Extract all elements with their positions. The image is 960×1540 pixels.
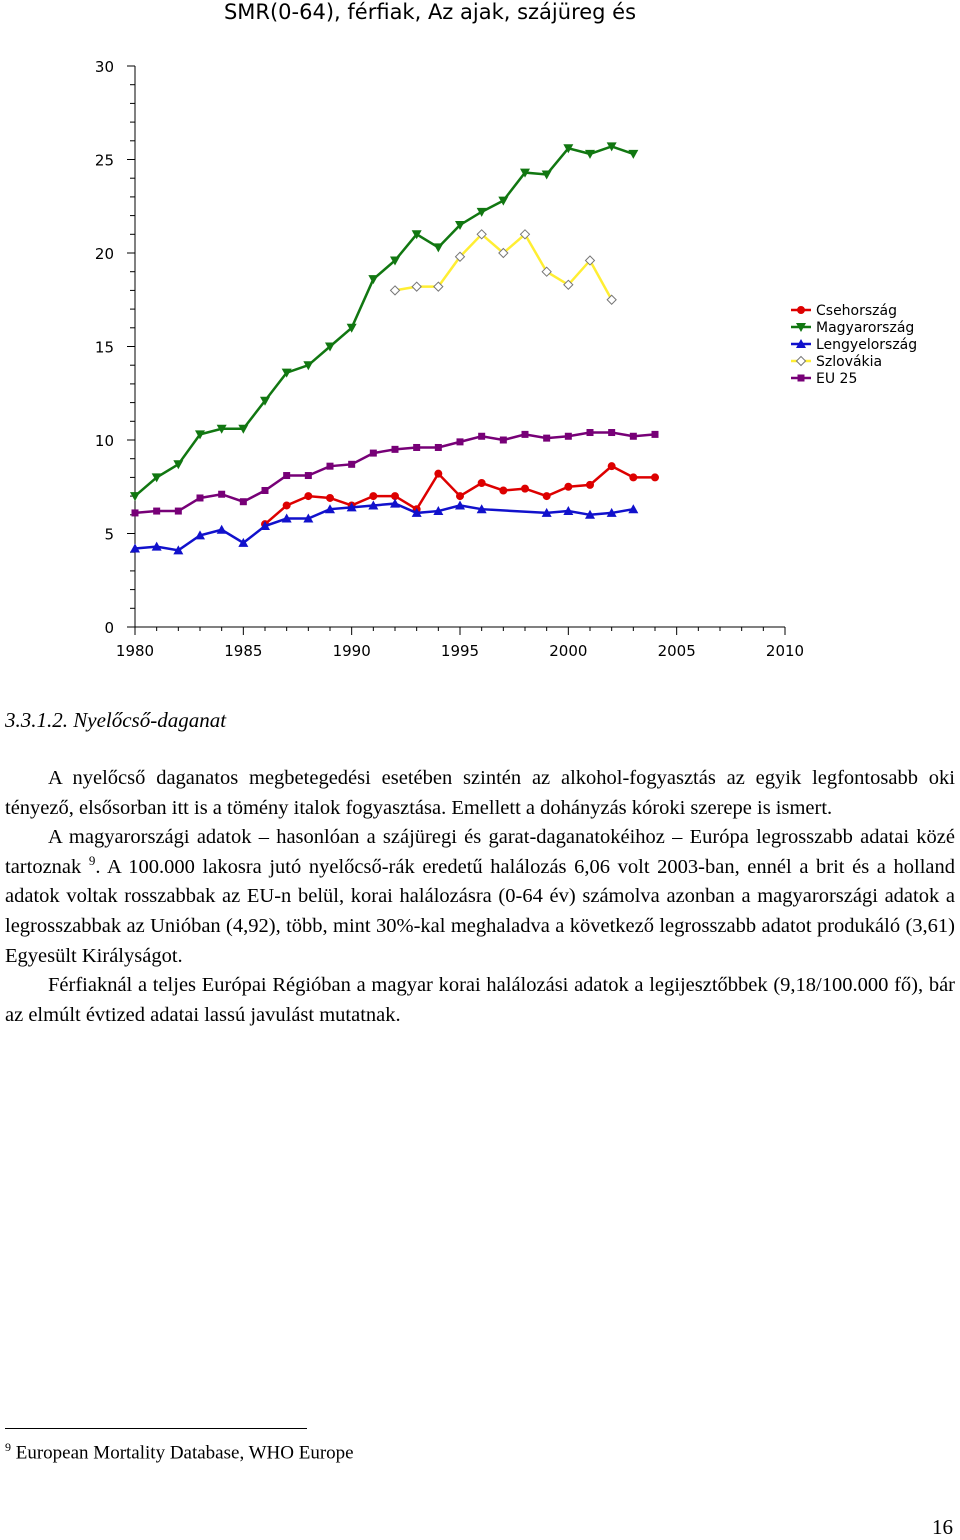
legend-item	[791, 337, 917, 353]
chart-legend	[791, 303, 917, 387]
legend-item	[791, 320, 914, 336]
y-tick-label: 5	[104, 525, 114, 544]
data-point	[587, 429, 594, 436]
data-point	[565, 433, 572, 440]
data-point	[412, 282, 421, 291]
chart-axes	[95, 58, 804, 660]
data-point	[391, 286, 400, 295]
data-point	[543, 435, 550, 442]
data-point	[587, 481, 594, 488]
legend-marker	[798, 375, 805, 382]
data-point	[173, 460, 183, 469]
legend-label: Csehország	[816, 303, 897, 319]
x-tick-label: 1995	[440, 642, 480, 660]
data-point	[435, 444, 442, 451]
legend-item	[791, 371, 857, 387]
legend-label: Lengyelország	[816, 337, 918, 353]
chart-series	[130, 142, 659, 554]
data-point	[217, 525, 227, 534]
footnote-separator	[5, 1428, 307, 1429]
data-point	[435, 470, 442, 477]
series-lengyelorsz-g	[130, 499, 638, 555]
data-point	[240, 498, 247, 505]
data-point	[478, 480, 485, 487]
series-line	[135, 504, 633, 551]
y-tick-label: 30	[94, 58, 114, 76]
legend-label: EU 25	[816, 371, 858, 387]
legend-label: Szlovákia	[816, 354, 883, 370]
smr-line-chart	[0, 0, 960, 680]
data-point	[433, 243, 443, 252]
legend-marker	[798, 307, 805, 314]
footnote	[5, 1440, 354, 1464]
data-point	[630, 474, 637, 481]
legend-item	[791, 303, 897, 319]
data-point	[500, 487, 507, 494]
page-number: 16	[932, 1515, 953, 1539]
data-point	[608, 463, 615, 470]
x-tick-label: 1985	[224, 642, 263, 660]
legend-item	[791, 354, 882, 370]
x-tick-label: 2010	[765, 642, 805, 660]
footnote-reference: 9	[88, 852, 96, 868]
y-tick-label: 20	[94, 245, 114, 263]
x-tick-label: 2005	[657, 642, 696, 660]
data-point	[522, 431, 529, 438]
data-point	[197, 494, 204, 501]
data-point	[283, 502, 290, 509]
series-szlov-kia	[391, 230, 617, 304]
data-point	[368, 275, 378, 284]
paragraph-2	[5, 823, 955, 971]
data-point	[327, 494, 334, 501]
data-point	[543, 493, 550, 500]
x-tick-label: 1980	[115, 642, 155, 660]
data-point	[585, 150, 595, 159]
footnote-text: European Mortality Database, WHO Europe	[11, 1442, 354, 1464]
y-tick-label: 0	[104, 619, 114, 637]
y-tick-label: 10	[94, 432, 114, 450]
chart-title: SMR(0-64), férfiak, Az ajak, szájüreg és	[223, 0, 637, 24]
y-tick-label: 15	[94, 338, 114, 357]
data-point	[500, 437, 507, 444]
data-point	[305, 472, 312, 479]
series-magyarorsz-g	[130, 142, 638, 501]
data-point	[283, 472, 290, 479]
paragraph-2-part-2: . A 100.000 lakosra jutó nyelőcső-rák eredetű halálozás 6,06 volt 2003-ban, ennél a brit és a holland adatok voltak rosszabbak az EU-n belül, korai halálozásra (0-64 év) számolva azonban a magyarországi adatok a legrosszabbak az Unióban (4,92), több, mint 30%-kal meghaladva a következő legrosszabb adatot produkáló (3,61) Egyesült Királyságot.	[5, 855, 956, 967]
data-point	[218, 491, 225, 498]
series-line	[395, 234, 612, 299]
x-tick-label: 2000	[549, 642, 588, 660]
body-text	[5, 764, 955, 1030]
paragraph-3: Férfiaknál a teljes Európai Régióban a magyar korai halálozási adatok a legijesztőbbek (9,18/100.000 fő), bár az elmúlt évtized adatai lassú javulást mutatnak.	[5, 974, 955, 1026]
data-point	[477, 208, 487, 217]
data-point	[305, 493, 312, 500]
x-tick-label: 1990	[332, 642, 371, 660]
legend-marker	[797, 357, 806, 366]
data-point	[392, 493, 399, 500]
series-csehorsz-g	[262, 463, 659, 528]
data-point	[608, 429, 615, 436]
data-point	[457, 493, 464, 500]
data-point	[132, 509, 139, 516]
data-point	[153, 508, 160, 515]
data-point	[522, 485, 529, 492]
paragraph-1: A nyelőcső daganatos megbetegedési esetében szintén az alkohol-fogyasztás az egyik legfontosabb oki tényező, elsősorban itt is a tömény italok fogyasztása. Emellett a dohányzás kóroki szerepe is ismert.	[5, 767, 955, 819]
data-point	[348, 461, 355, 468]
y-tick-label: 25	[94, 151, 114, 170]
series-line	[135, 146, 633, 496]
legend-label: Magyarország	[816, 320, 915, 336]
data-point	[370, 450, 377, 457]
data-point	[478, 433, 485, 440]
data-point	[565, 483, 572, 490]
data-point	[630, 433, 637, 440]
data-point	[175, 508, 182, 515]
data-point	[628, 150, 638, 159]
section-title: 3.3.1.2. Nyelőcső-daganat	[5, 708, 227, 732]
paragraph-2-part-1: A magyarországi adatok – hasonlóan a szájüregi és garat-daganatokéihoz – Európa legrosszabb adatai közé tartoznak	[5, 826, 955, 878]
data-point	[652, 474, 659, 481]
data-point	[457, 438, 464, 445]
data-point	[392, 446, 399, 453]
data-point	[262, 487, 269, 494]
data-point	[652, 431, 659, 438]
data-point	[327, 463, 334, 470]
data-point	[413, 444, 420, 451]
data-point	[370, 493, 377, 500]
footnote-mark: 9	[5, 1440, 11, 1454]
